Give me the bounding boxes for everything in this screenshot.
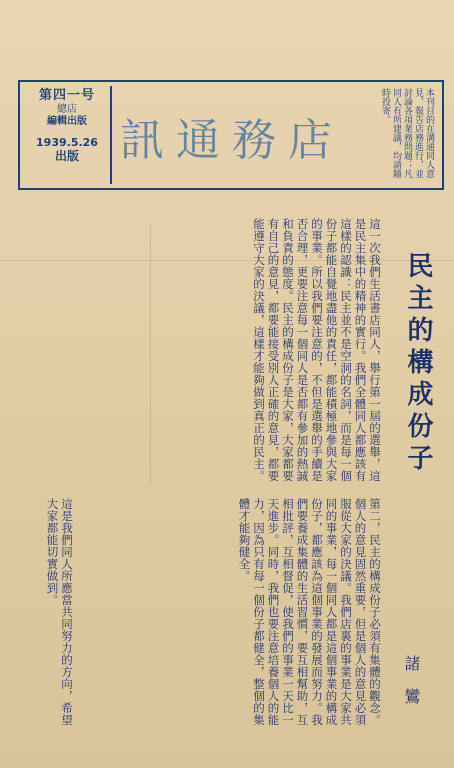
masthead-motto: 本刊目的在溝通同人意見，報告店務進行，並討論各項業務問題；凡同人有所建議，均請隨時投寄。: [380, 88, 434, 178]
publisher: 總店: [57, 103, 77, 115]
newsletter-title: 店務通訊: [120, 115, 344, 166]
article-body-bottom-cont: 這是我們同人所應當共同努力的方向，希望大家都能切實做到。: [45, 498, 74, 726]
masthead: [18, 80, 444, 190]
publisher-dept: 編輯出版: [47, 115, 87, 127]
issue-date: 1939.5.26: [36, 135, 98, 149]
edition-label: 出版: [54, 148, 79, 163]
issue-info-box: [24, 86, 112, 184]
article-author: 諸 鸞: [402, 655, 421, 711]
article-title: 民主的構成份子: [403, 252, 433, 476]
issue-number: 第四一号: [38, 88, 95, 103]
article-body-bottom: 第二，民主的構成份子必須有集體的觀念。個人的意見固然重要，但是個人的意見必須服從大家的決議。我們店裏的事業是大家共同的事業，每一個同人都是這個事業的構成份子，都應該為這個事業的發展而努力。我們要養成集體的生活習慣，要互相幫助，互相批評，互相督促，使我們的事業一天比一天進步。同時，我們也要注意培養個人的能力，因為只有每一個份子都健全，整個的集體才能夠健全。: [237, 498, 382, 726]
article-body-top: 這一次我們生活書店同人，舉行第一屆的選舉，這是民主集中的精神的實行。我們全體同人都應該有這樣的認識：民主並不是空洞的名詞，而是每一個份子都能自覺地盡他的責任，都能積極地參與大家的事業。所以我們要注意的，不但是選舉的手續是否合理，更要注意每一個同人是否都有參加的熱誠和負責的態度。民主的構成份子是大家，大家都要有自己的意見，都要能接受別人正確的意見，都要能遵守大家的決議，這樣才能夠做到真正的民主。: [252, 218, 382, 482]
